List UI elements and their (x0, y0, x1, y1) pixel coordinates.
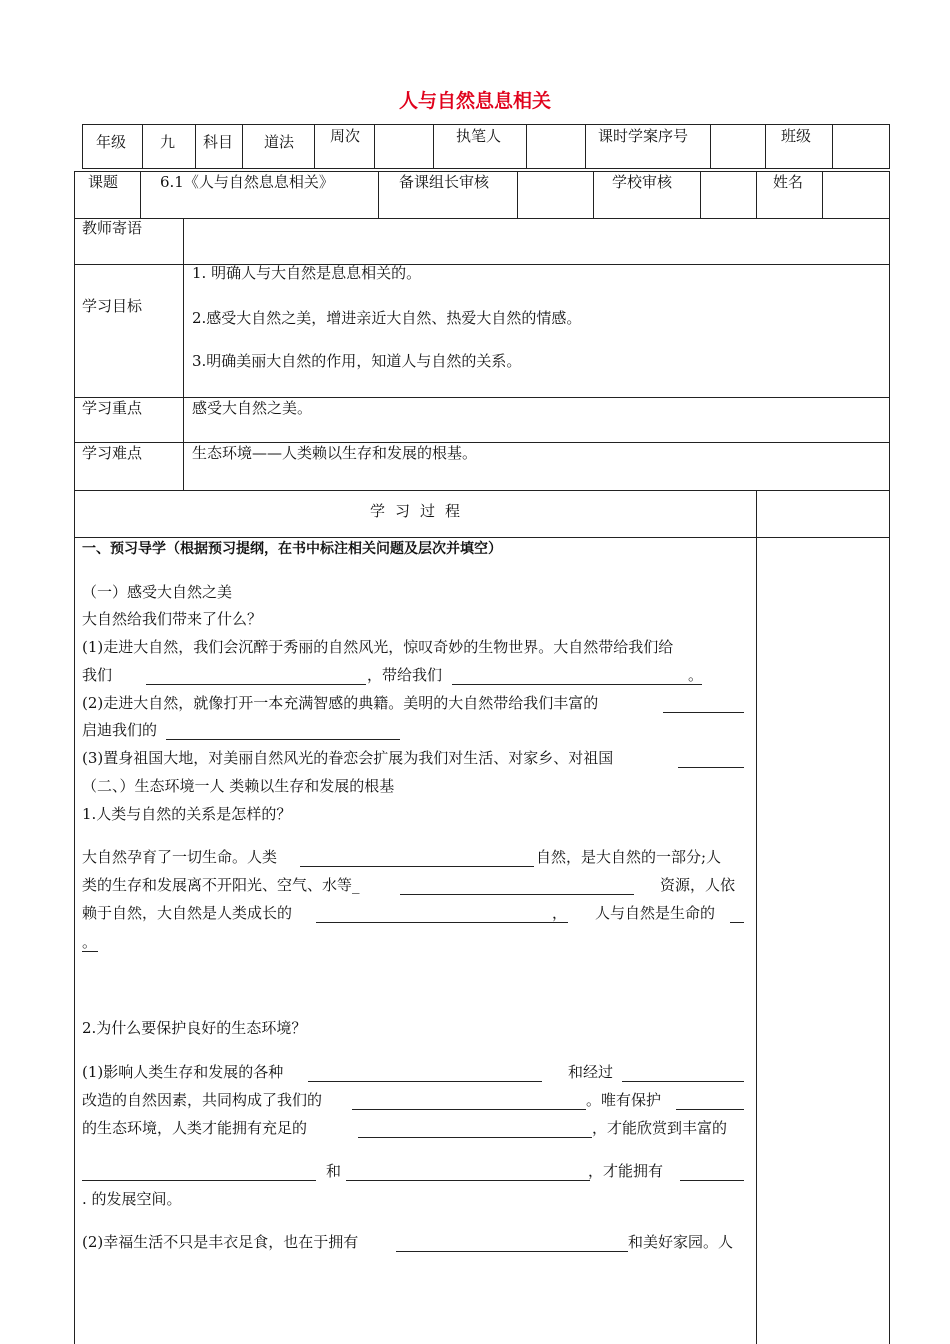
group-review-label: 备课组长审核 (399, 173, 490, 191)
sub-heading-2: （二、）生态环境一人 类赖以生存和发展的根基 (82, 777, 395, 795)
blank[interactable] (352, 1109, 586, 1110)
answer-1-line-2-end: 资源，人依 (660, 876, 736, 894)
key-point-label: 学习重点 (82, 399, 143, 417)
blank[interactable] (622, 1081, 744, 1082)
grade-label: 年级 (96, 133, 127, 151)
goal-item-1: 1. 明确人与大自然是息息相关的。 (192, 264, 422, 282)
answer-2-line-6-end: 和美好家园。人 (628, 1233, 734, 1251)
class-label: 班级 (781, 127, 812, 145)
para-1b-start: 我们 (82, 666, 113, 684)
answer-2-line-1: (1)影响人类生存和发展的各种 (82, 1063, 284, 1081)
topic-label: 课题 (88, 173, 119, 191)
blank[interactable] (680, 1180, 744, 1181)
answer-1-comma: ， (552, 904, 568, 922)
answer-2-line-3-end: ，才能欣赏到丰富的 (592, 1119, 728, 1137)
blank[interactable] (396, 1251, 628, 1252)
school-review-label: 学校审核 (612, 173, 673, 191)
blank[interactable] (346, 1180, 590, 1181)
blank[interactable] (452, 684, 702, 685)
blank[interactable] (166, 739, 400, 740)
key-point-value: 感受大自然之美。 (192, 399, 313, 417)
answer-2-line-4-end: ，才能拥有 (588, 1162, 664, 1180)
para-2a: (2)走进大自然，就像打开一本充满智感的典籍。美明的大自然带给我们丰富的 (82, 694, 599, 712)
question-2: 2.为什么要保护良好的生态环境？ (82, 1019, 307, 1037)
blank[interactable] (308, 1081, 542, 1082)
week-label: 周次 (330, 127, 361, 145)
sub-heading-1: （一）感受大自然之美 (82, 583, 233, 601)
difficulty-value: 生态环境——人类赖以生存和发展的根基。 (192, 444, 478, 462)
answer-1-line-4: 。 (82, 933, 98, 951)
subject-value: 道法 (264, 133, 295, 151)
teacher-words-label: 教师寄语 (82, 219, 143, 237)
goals-label: 学习目标 (82, 297, 143, 315)
answer-2-line-6: (2)幸福生活不只是丰衣足食，也在于拥有 (82, 1233, 359, 1251)
answer-1-line-1: 大自然孕育了一切生命。人类 (82, 848, 278, 866)
author-label: 执笔人 (456, 127, 502, 145)
blank[interactable] (663, 712, 744, 713)
answer-2-line-3: 的生态环境，人类才能拥有充足的 (82, 1119, 308, 1137)
answer-2-line-4-and: 和 (326, 1162, 342, 1180)
answer-2-line-5: . 的发展空间。 (82, 1190, 182, 1208)
blank[interactable] (82, 951, 98, 952)
process-header: 学习过程 (370, 502, 471, 520)
difficulty-label: 学习难点 (82, 444, 143, 462)
blank[interactable] (730, 922, 744, 923)
name-label: 姓名 (773, 173, 804, 191)
answer-2-line-2-end: 。唯有保护 (586, 1091, 662, 1109)
blank[interactable] (300, 866, 534, 867)
answer-1-line-3-end: 人与自然是生命的 (595, 904, 716, 922)
para-1a: (1)走进大自然，我们会沉醉于秀丽的自然风光，惊叹奇妙的生物世界。大自然带给我们给 (82, 638, 674, 656)
blank[interactable] (676, 1109, 744, 1110)
blank[interactable] (316, 922, 568, 923)
goal-item-3: 3.明确美丽大自然的作用，知道人与自然的关系。 (192, 352, 522, 370)
para-2b: 启迪我们的 (82, 721, 158, 739)
blank[interactable] (146, 684, 366, 685)
para-1b-end: 。 (688, 666, 704, 684)
subject-label: 科目 (203, 133, 234, 151)
answer-2-line-2: 改造的自然因素，共同构成了我们的 (82, 1091, 323, 1109)
answer-1-line-2: 类的生存和发展离不开阳光、空气、水等_ (82, 876, 360, 894)
question-1: 1.人类与自然的关系是怎样的？ (82, 805, 292, 823)
answer-2-line-1-mid: 和经过 (568, 1063, 614, 1081)
question-0: 大自然给我们带来了什么？ (82, 610, 263, 628)
blank[interactable] (82, 1180, 316, 1181)
topic-value: 6.1《人与自然息息相关》 (160, 173, 334, 191)
para-3: (3)置身祖国大地，对美丽自然风光的眷恋会扩展为我们对生活、对家乡、对祖国 (82, 749, 614, 767)
page-title: 人与自然息息相关 (398, 90, 551, 112)
goal-item-2: 2.感受大自然之美，增进亲近大自然、热爱大自然的情感。 (192, 309, 582, 327)
blank[interactable] (358, 1137, 592, 1138)
section-preview-heading: 一、预习导学（根据预习提纲，在书中标注相关问题及层次并填空） (82, 541, 502, 557)
serial-label: 课时学案序号 (598, 127, 689, 145)
para-1b-mid: ，带给我们 (367, 666, 443, 684)
answer-1-line-3: 赖于自然，大自然是人类成长的 (82, 904, 293, 922)
blank[interactable] (400, 894, 634, 895)
answer-1-line-1-end: 自然，是大自然的一部分;人 (536, 848, 722, 866)
grade-value: 九 (160, 133, 176, 151)
blank[interactable] (678, 767, 744, 768)
